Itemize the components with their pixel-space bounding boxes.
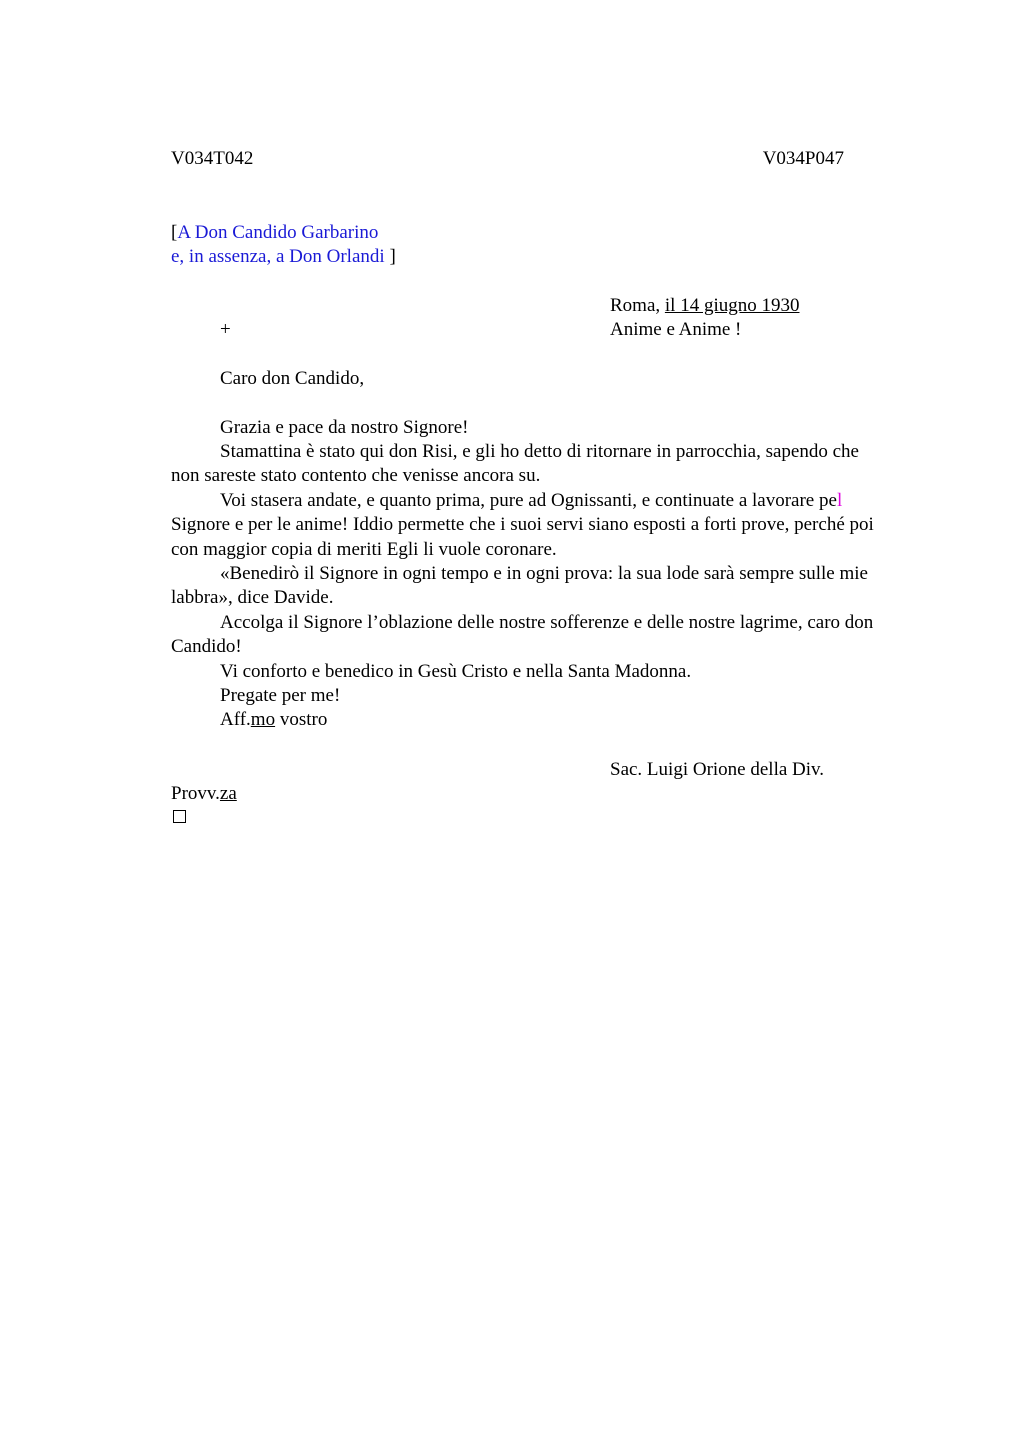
address-line-1 (171, 221, 378, 245)
signature-prefix: Provv. (171, 783, 220, 804)
empty-box-icon (173, 810, 186, 823)
motto: Anime e Anime ! (610, 319, 742, 340)
salutation: Caro don Candido, (220, 368, 365, 389)
signature-line-1: Sac. Luigi Orione della Div. (610, 759, 825, 780)
place: Roma, (610, 295, 665, 316)
closing-line (171, 708, 876, 732)
place-date (610, 294, 799, 318)
address-alternate: e, in assenza, a Don Orlandi (171, 246, 385, 267)
address-open-bracket: [ (171, 222, 178, 243)
address-close-bracket: ] (384, 246, 396, 267)
paragraph-3-end: Signore e per le anime! Iddio permette che i suoi servi siano esposti a forti prove, perché poi con maggior copia di meriti Egli li vuole coronare. (171, 514, 874, 560)
paragraph-1: Grazia e pace da nostro Signore! (220, 417, 469, 438)
paragraph-3-start: Voi stasera andate, e quanto prima, pure ad Ognissanti, e continuate a lavorare pe (220, 490, 837, 511)
paragraph-3-highlight: l (836, 490, 843, 511)
address-line-2 (171, 245, 396, 269)
document-code-right: V034P047 (762, 148, 844, 169)
signature-abbrev: za (219, 783, 237, 804)
closing-abbrev: mo (250, 709, 276, 730)
address-recipient: A Don Candido Garbarino (177, 222, 379, 243)
paragraph-4: «Benedirò il Signore in ogni tempo e in ogni prova: la sua lode sarà sempre sulle mie labbra», dice Davide. (171, 563, 868, 609)
paragraph-2: Stamattina è stato qui don Risi, e gli ho detto di ritornare in parrocchia, sapendo che non sareste stato contento che venisse ancora su. (171, 441, 859, 487)
paragraph-7: Pregate per me! (220, 685, 341, 706)
closing-suffix: vostro (275, 709, 328, 730)
paragraph-5: Accolga il Signore l’oblazione delle nostre sofferenze e delle nostre lagrime, caro don Candido! (171, 612, 874, 658)
closing-prefix: Aff. (220, 709, 251, 730)
paragraph-6: Vi conforto e benedico in Gesù Cristo e nella Santa Madonna. (220, 661, 692, 682)
signature-line-2 (171, 782, 237, 806)
cross-symbol: + (220, 319, 231, 340)
document-code-left: V034T042 (171, 148, 254, 169)
paragraph-3 (171, 489, 876, 562)
date: il 14 giugno 1930 (664, 295, 800, 316)
